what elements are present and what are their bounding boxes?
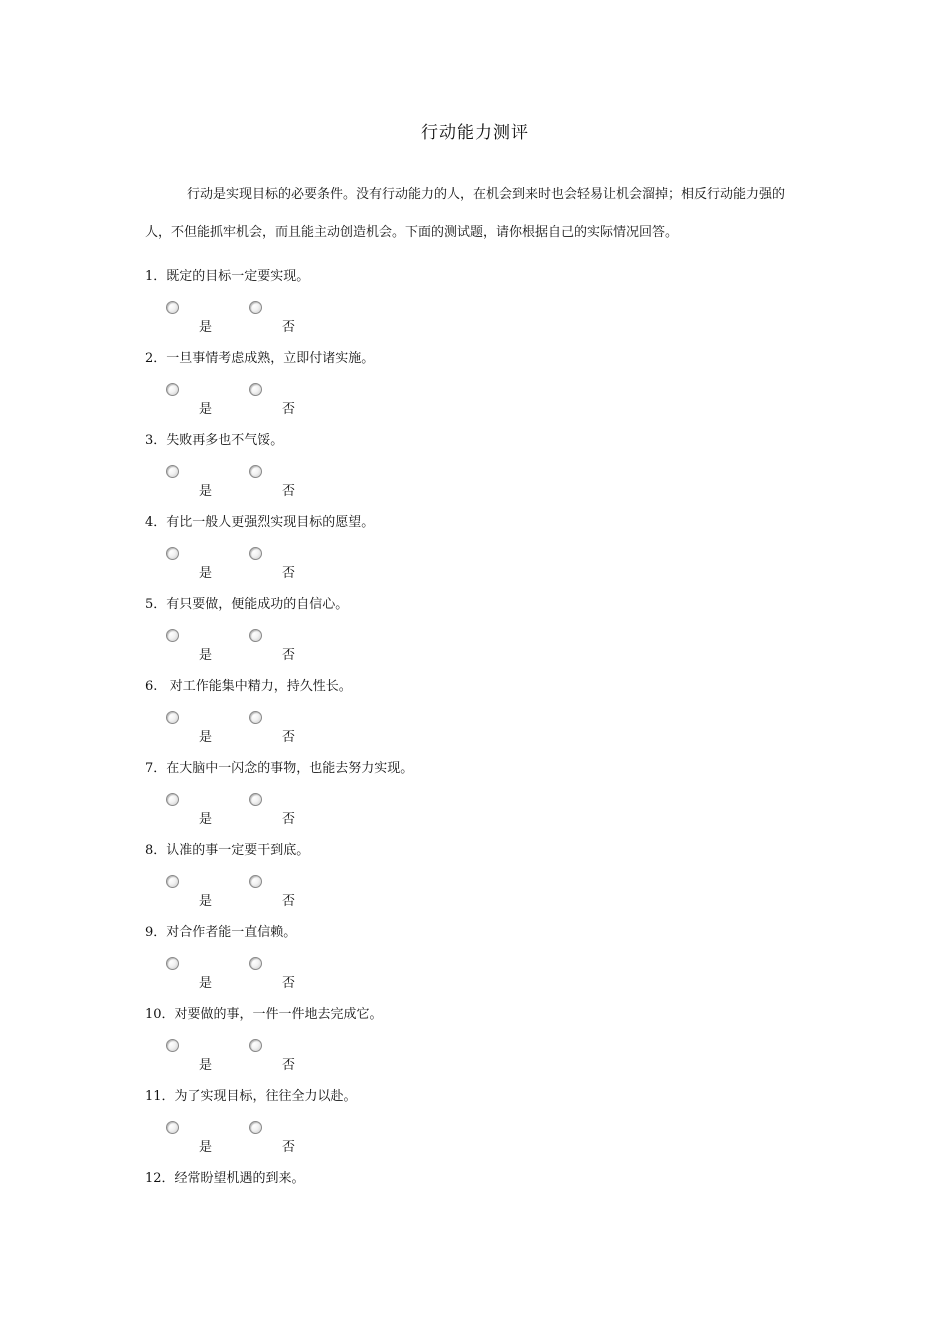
question-text: 6. 对工作能集中精力，持久性长。 bbox=[145, 679, 352, 694]
radio-button-icon[interactable] bbox=[166, 1121, 179, 1134]
option-no-label: 否 bbox=[282, 894, 296, 909]
option-no[interactable] bbox=[249, 957, 309, 989]
option-yes-label: 是 bbox=[199, 812, 213, 827]
option-no[interactable] bbox=[249, 793, 309, 825]
question-2 bbox=[145, 347, 805, 429]
radio-button-icon[interactable] bbox=[249, 875, 262, 888]
question-4 bbox=[145, 511, 805, 593]
option-yes[interactable] bbox=[166, 957, 226, 989]
option-yes-label: 是 bbox=[199, 648, 213, 663]
radio-button-icon[interactable] bbox=[249, 793, 262, 806]
question-text: 4．有比一般人更强烈实现目标的愿望。 bbox=[145, 515, 375, 530]
option-yes-label: 是 bbox=[199, 484, 213, 499]
radio-button-icon[interactable] bbox=[166, 957, 179, 970]
question-text: 5．有只要做，便能成功的自信心。 bbox=[145, 597, 349, 612]
option-yes-label: 是 bbox=[199, 1140, 213, 1155]
radio-button-icon[interactable] bbox=[166, 301, 179, 314]
radio-button-icon[interactable] bbox=[166, 465, 179, 478]
radio-button-icon[interactable] bbox=[249, 465, 262, 478]
question-10 bbox=[145, 1003, 805, 1085]
question-6 bbox=[145, 675, 805, 757]
option-no[interactable] bbox=[249, 1039, 309, 1071]
radio-button-icon[interactable] bbox=[249, 383, 262, 396]
option-yes-label: 是 bbox=[199, 894, 213, 909]
radio-button-icon[interactable] bbox=[249, 1121, 262, 1134]
option-no-label: 否 bbox=[282, 320, 296, 335]
question-1 bbox=[145, 265, 805, 347]
question-text: 9．对合作者能一直信赖。 bbox=[145, 925, 297, 940]
option-yes-label: 是 bbox=[199, 730, 213, 745]
page-title: 行动能力测评 bbox=[421, 123, 529, 143]
question-3 bbox=[145, 429, 805, 511]
option-yes[interactable] bbox=[166, 793, 226, 825]
option-no-label: 否 bbox=[282, 1140, 296, 1155]
question-list bbox=[145, 265, 805, 1249]
option-yes[interactable] bbox=[166, 629, 226, 661]
intro-paragraph: 行动是实现目标的必要条件。没有行动能力的人，在机会到来时也会轻易让机会溜掉；相反行动能力强的人，不但能抓牢机会，而且能主动创造机会。下面的测试题，请你根据自己的实际情况回答。 bbox=[145, 187, 786, 240]
radio-button-icon[interactable] bbox=[166, 793, 179, 806]
question-text: 8．认准的事一定要干到底。 bbox=[145, 843, 310, 858]
option-yes[interactable] bbox=[166, 301, 226, 333]
question-text: 1．既定的目标一定要实现。 bbox=[145, 269, 310, 284]
question-text: 10．对要做的事，一件一件地去完成它。 bbox=[145, 1007, 383, 1022]
option-no-label: 否 bbox=[282, 730, 296, 745]
option-no[interactable] bbox=[249, 1121, 309, 1153]
option-yes[interactable] bbox=[166, 1121, 226, 1153]
option-no[interactable] bbox=[249, 301, 309, 333]
option-no[interactable] bbox=[249, 465, 309, 497]
option-no[interactable] bbox=[249, 875, 309, 907]
question-text: 3．失败再多也不气馁。 bbox=[145, 433, 284, 448]
option-no-label: 否 bbox=[282, 484, 296, 499]
question-5 bbox=[145, 593, 805, 675]
option-no[interactable] bbox=[249, 629, 309, 661]
option-no-label: 否 bbox=[282, 812, 296, 827]
option-yes-label: 是 bbox=[199, 566, 213, 581]
radio-button-icon[interactable] bbox=[166, 875, 179, 888]
radio-button-icon[interactable] bbox=[249, 301, 262, 314]
option-no-label: 否 bbox=[282, 976, 296, 991]
question-text: 12．经常盼望机遇的到来。 bbox=[145, 1171, 305, 1186]
option-yes[interactable] bbox=[166, 547, 226, 579]
option-yes[interactable] bbox=[166, 875, 226, 907]
option-no-label: 否 bbox=[282, 1058, 296, 1073]
option-no-label: 否 bbox=[282, 402, 296, 417]
option-yes[interactable] bbox=[166, 1039, 226, 1071]
option-yes-label: 是 bbox=[199, 976, 213, 991]
option-no[interactable] bbox=[249, 711, 309, 743]
option-yes[interactable] bbox=[166, 465, 226, 497]
question-11 bbox=[145, 1085, 805, 1167]
radio-button-icon[interactable] bbox=[166, 547, 179, 560]
question-text: 7．在大脑中一闪念的事物，也能去努力实现。 bbox=[145, 761, 414, 776]
option-no-label: 否 bbox=[282, 566, 296, 581]
option-no-label: 否 bbox=[282, 648, 296, 663]
question-9 bbox=[145, 921, 805, 1003]
radio-button-icon[interactable] bbox=[166, 1039, 179, 1052]
option-yes[interactable] bbox=[166, 383, 226, 415]
question-12 bbox=[145, 1167, 805, 1249]
option-no[interactable] bbox=[249, 383, 309, 415]
question-text: 2．一旦事情考虑成熟，立即付诸实施。 bbox=[145, 351, 375, 366]
radio-button-icon[interactable] bbox=[166, 383, 179, 396]
radio-button-icon[interactable] bbox=[249, 1039, 262, 1052]
radio-button-icon[interactable] bbox=[166, 629, 179, 642]
radio-button-icon[interactable] bbox=[249, 629, 262, 642]
radio-button-icon[interactable] bbox=[249, 547, 262, 560]
question-7 bbox=[145, 757, 805, 839]
option-yes-label: 是 bbox=[199, 320, 213, 335]
option-no[interactable] bbox=[249, 547, 309, 579]
option-yes-label: 是 bbox=[199, 1058, 213, 1073]
radio-button-icon[interactable] bbox=[249, 711, 262, 724]
question-text: 11．为了实现目标，往往全力以赴。 bbox=[145, 1089, 357, 1104]
radio-button-icon[interactable] bbox=[249, 957, 262, 970]
radio-button-icon[interactable] bbox=[166, 711, 179, 724]
option-yes[interactable] bbox=[166, 711, 226, 743]
question-8 bbox=[145, 839, 805, 921]
option-yes-label: 是 bbox=[199, 402, 213, 417]
